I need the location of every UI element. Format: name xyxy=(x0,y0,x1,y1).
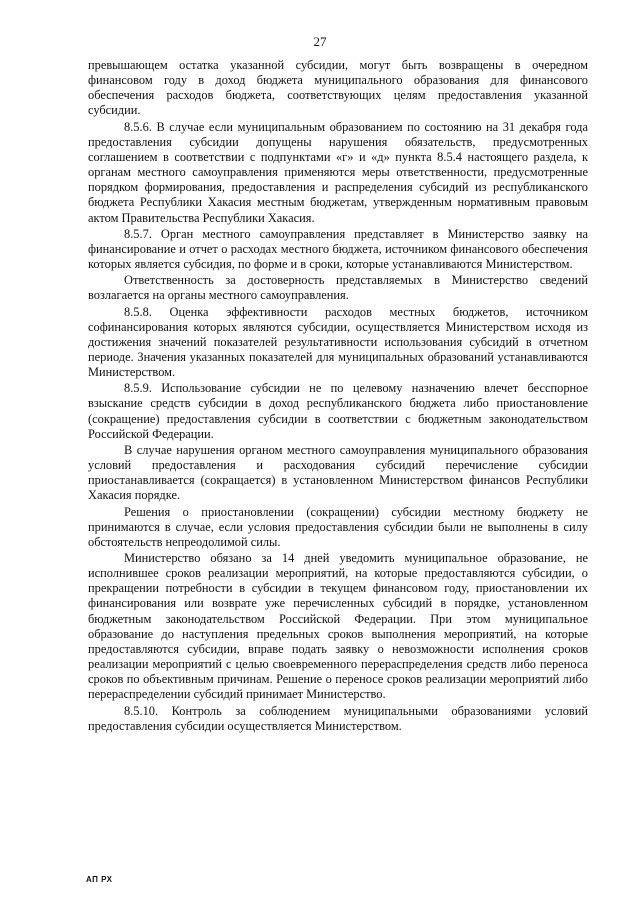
paragraph-continuation: превышающем остатка указанной субсидии, могут быть возвращены в очередном финансовом году в доход бюджета муниципального образования для финансового обеспечения расходов бюджета, соответствующих целям предоставления указанной субсидии. xyxy=(88,58,588,118)
footer-mark: АП РХ xyxy=(86,875,113,884)
paragraph-8-5-7: 8.5.7. Орган местного самоуправления представляет в Министерство заявку на финансирование и отчет о расходах местного бюджета, источником финансового обеспечения которых является субсидия, по форме и в сроки, которые устанавливаются Министерством. xyxy=(88,226,588,272)
paragraph-suspension-decisions: Решения о приостановлении (сокращении) субсидии местному бюджету не принимаются в случае, если условия предоставления субсидии были не выполнены в силу обстоятельств непреодолимой силы. xyxy=(88,504,588,549)
paragraph-violation: В случае нарушения органом местного самоуправления муниципального образования условий предоставления и расходования субсидий перечисление субсидии приостанавливается (сокращается) в установленном Министерством финансов Республики Хакасия порядке. xyxy=(88,442,588,503)
paragraph-8-5-8: 8.5.8. Оценка эффективности расходов местных бюджетов, источником софинансирования которых являются субсидии, осуществляется Министерством исходя из достижения значений показателей результативности использования субсидий в отчетном периоде. Значения указанных показателей для муниципальных образований устанавливаются Министерством. xyxy=(88,304,588,380)
paragraph-responsibility: Ответственность за достоверность представляемых в Министерство сведений возлагается на органы местного самоуправления. xyxy=(88,273,588,303)
paragraph-8-5-9: 8.5.9. Использование субсидии не по целевому назначению влечет бесспорное взыскание средств субсидии в доход республиканского бюджета либо приостановление (сокращение) предоставления субсидии в соответствии с бюджетным законодательством Российской Федерации. xyxy=(88,381,588,441)
paragraph-8-5-10: 8.5.10. Контроль за соблюдением муниципальными образованиями условий предоставления субсидии осуществляется Министерством. xyxy=(88,703,588,733)
page-number: 27 xyxy=(313,34,327,49)
paragraph-8-5-6: 8.5.6. В случае если муниципальным образованием по состоянию на 31 декабря года предоставления субсидии допущены нарушения обязательств, предусмотренных соглашением в соответствии с подпунктами «г» и «д» пункта 8.5.4 настоящего раздела, к органам местного самоуправления применяются меры ответственности, предусмотренные порядком формирования, предоставления и распределения субсидий из республиканского бюджета Республики Хакасия местным бюджетам, утвержденным нормативным правовым актом Правительства Республики Хакасия. xyxy=(88,119,588,225)
paragraph-ministry-notice: Министерство обязано за 14 дней уведомить муниципальное образование, не исполнившее сроков реализации мероприятий, на которые предоставляются субсидии, о прекращении потребности в субсидии в текущем финансовом году, приостановлении их финансирования или возврате уже перечисленных субсидий в порядке, установленном бюджетным законодательством Российской Федерации. При этом муниципальное образование до наступления предельных сроков выполнения мероприятий, на которые предоставляются субсидии, вправе подать заявку о невозможности исполнения сроков реализации мероприятий с целью своевременного перераспределения средств либо переноса сроков по объективным причинам. Решение о переносе сроков реализации мероприятий либо перераспределении субсидий принимает Министерство. xyxy=(88,551,588,702)
document-body xyxy=(88,58,588,734)
